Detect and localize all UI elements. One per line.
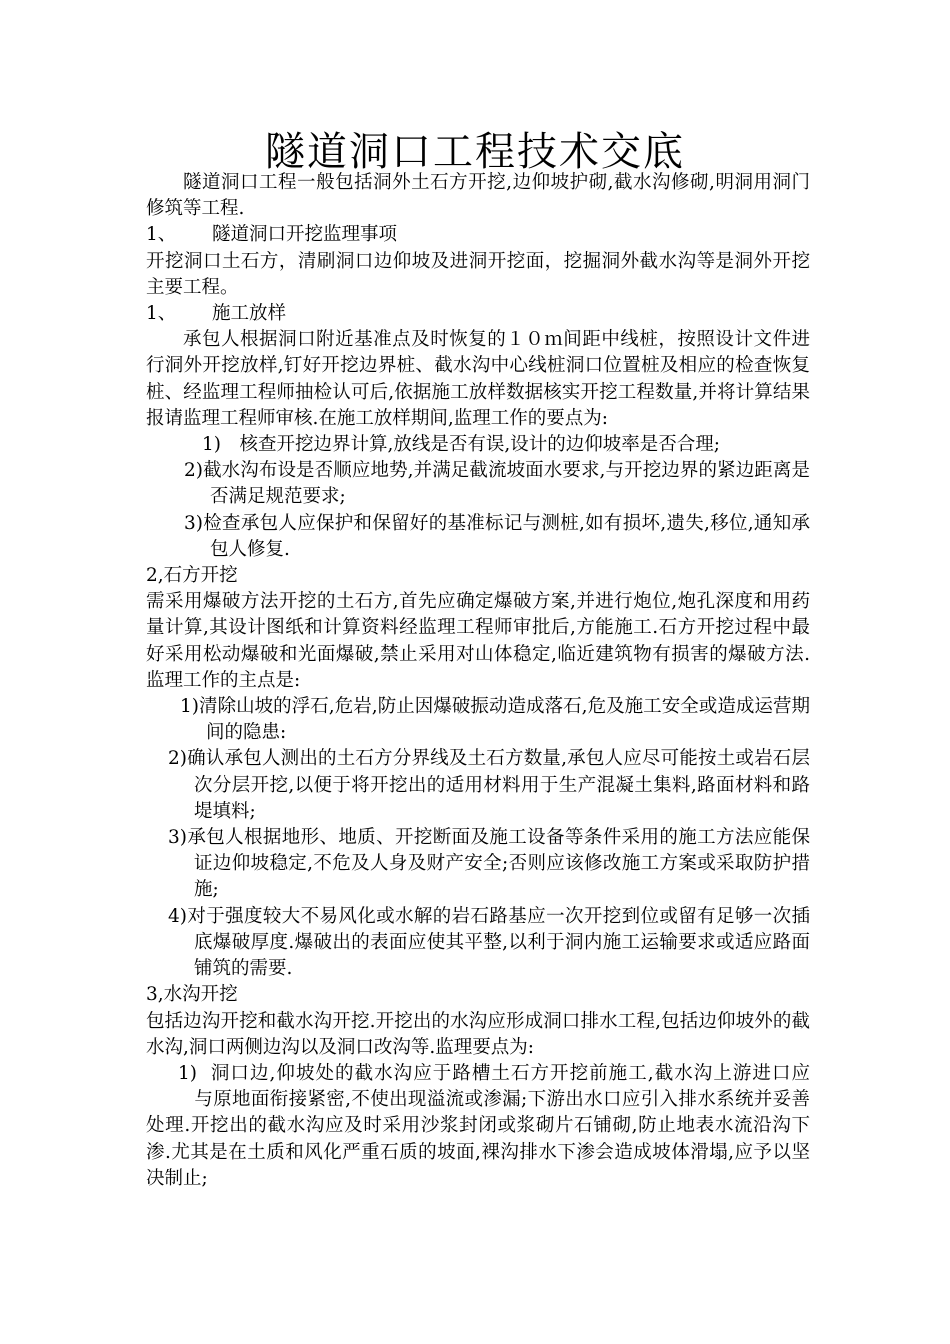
section1-number: 1、 — [146, 224, 177, 246]
intro-paragraph: 隧道洞口工程一般包括洞外土石方开挖,边仰坡护砌,截水沟修砌,明洞用洞门修筑等工程. — [146, 172, 810, 220]
sub1-heading — [146, 301, 810, 327]
section1-paragraph: 开挖洞口土石方，清刷洞口边仰坡及进洞开挖面，挖掘洞外截水沟等是洞外开挖主要工程。 — [146, 250, 810, 298]
sub2-item-1: 1)清除山坡的浮石,危岩,防止因爆破振动造成落石,危及施工安全或造成运营期间的隐患: — [180, 696, 810, 744]
sub1-paragraph: 承包人根据洞口附近基准点及时恢复的１０ｍ间距中线桩，按照设计文件进行洞外开挖放样,钉好开挖边界桩、截水沟中心线桩洞口位置桩及相应的检查恢复桩、经监理工程师抽检认可后,依据施工放样数据核实开挖工程数量,并将计算结果报请监理工程师审核.在施工放样期间,监理工作的要点为: — [146, 329, 810, 429]
sub1-item-1: 1) 核查开挖边界计算,放线是否有误,设计的边仰坡率是否合理; — [202, 434, 720, 456]
document-body — [146, 170, 810, 1192]
sub2-item-2: 2)确认承包人测出的土石方分界线及土石方数量,承包人应尽可能按土或岩石层次分层开挖,以便于将开挖出的适用材料用于生产混凝土集料,路面材料和路堤填料; — [168, 748, 810, 822]
sub1-item-3: 3)检查承包人应保护和保留好的基准标记与测桩,如有损坏,遗失,移位,通知承包人修复. — [184, 512, 810, 560]
sub2-item-4: 4)对于强度较大不易风化或水解的岩石路基应一次开挖到位或留有足够一次插底爆破厚度.爆破出的表面应使其平整,以利于洞内施工运输要求或适应路面铺筑的需要. — [168, 905, 810, 980]
sub2-paragraph: 需采用爆破方法开挖的土石方,首先应确定爆破方案,并进行炮位,炮孔深度和用药量计算,其设计图纸和计算资料经监理工程师审批后,方能施工.石方开挖过程中最好采用松动爆破和光面爆破,禁止采用对山体稳定,临近建筑物有损害的爆破方法.监理工作的主点是: — [146, 591, 810, 691]
sub1-item-2: 2)截水沟布设是否顺应地势,并满足截流坡面水要求,与开挖边界的紧边距离是否满足规范要求; — [184, 460, 810, 508]
sub3-item-1-number: 1) — [178, 1062, 197, 1084]
sub3-paragraph: 包括边沟开挖和截水沟开挖.开挖出的水沟应形成洞口排水工程,包括边仰坡外的截水沟,洞口两侧边沟以及洞口改沟等.监理要点为: — [146, 1010, 810, 1058]
document-title: 隧道洞口工程技术交底 — [265, 129, 685, 175]
sub2-item-3: 3)承包人根据地形、地质、开挖断面及施工设备等条件采用的施工方法应能保证边仰坡稳定,不危及人身及财产安全;否则应该修改施工方案或采取防护措施; — [168, 827, 810, 901]
sub3-item-1 — [146, 1061, 810, 1192]
section1-title: 隧道洞口开挖监理事项 — [212, 224, 398, 246]
sub1-title: 施工放样 — [212, 303, 287, 325]
section1-heading — [146, 222, 810, 248]
sub1-number: 1、 — [146, 303, 177, 325]
sub2-heading: 2,石方开挖 — [146, 565, 238, 587]
sub3-item-1-text-b: 与原地面衔接紧密,不使出现溢流或渗漏;下游出水口应引入排水系统并妥善处理.开挖出的截水沟应及时采用沙浆封闭或浆砌片石铺砌,防止地表水流沿沟下渗.尤其是在土质和风化严重石质的坡面,裸沟排水下渗会造成坡体滑塌,应予以坚决制止; — [146, 1089, 810, 1189]
sub3-heading: 3,水沟开挖 — [146, 984, 238, 1006]
sub3-item-1-text-a: 洞口边,仰坡处的截水沟应于路槽土石方开挖前施工,截水沟上游进口应 — [210, 1062, 811, 1084]
